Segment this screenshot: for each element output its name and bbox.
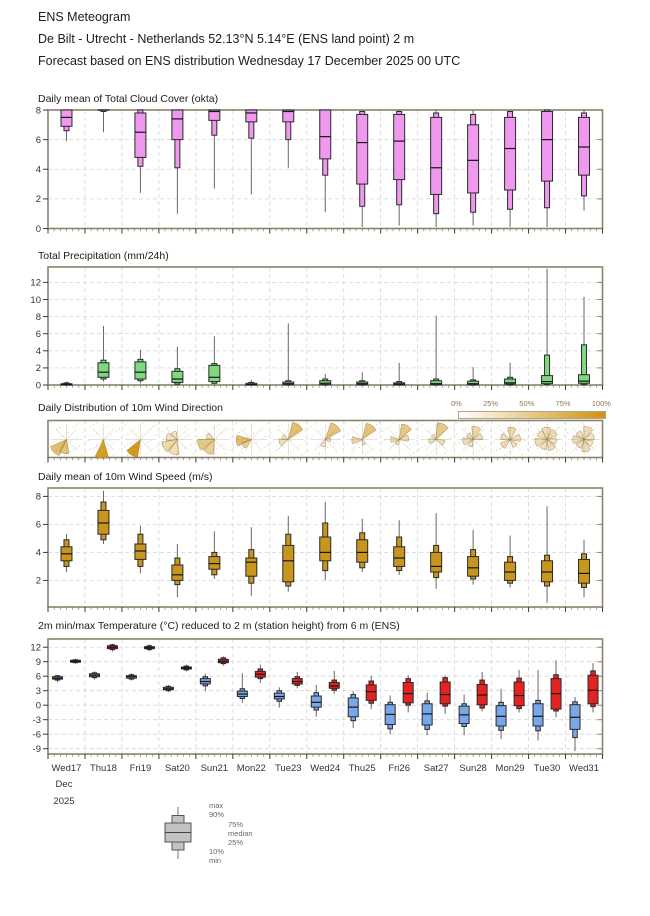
svg-text:4: 4 <box>35 346 41 358</box>
svg-text:Wed31: Wed31 <box>569 763 599 774</box>
svg-text:2: 2 <box>35 363 41 375</box>
svg-text:9: 9 <box>35 657 41 669</box>
svg-text:4: 4 <box>35 164 41 176</box>
legend-90-label: 90% <box>209 810 225 819</box>
svg-text:0: 0 <box>35 700 41 712</box>
wind-legend-100: 100% <box>591 399 611 408</box>
svg-text:8: 8 <box>35 105 41 117</box>
svg-text:-3: -3 <box>32 714 41 726</box>
svg-text:Thu25: Thu25 <box>348 763 376 774</box>
svg-text:0: 0 <box>35 223 41 235</box>
svg-text:-9: -9 <box>32 743 41 755</box>
wind-legend-75: 75% <box>555 399 571 408</box>
svg-text:8: 8 <box>35 491 41 503</box>
wind-legend-25: 25% <box>483 399 499 408</box>
svg-text:Mon29: Mon29 <box>495 763 525 774</box>
svg-text:Sat20: Sat20 <box>164 763 190 774</box>
station-line: De Bilt - Utrecht - Netherlands 52.13°N 5.14°E (ENS land point) 2 m <box>38 32 415 46</box>
legend-median-label: median <box>228 828 253 838</box>
svg-text:Sun21: Sun21 <box>200 763 229 774</box>
legend-10-label: 10% <box>209 846 225 856</box>
svg-text:-6: -6 <box>32 729 41 741</box>
svg-text:Wed17: Wed17 <box>51 763 82 774</box>
svg-text:Tue23: Tue23 <box>274 763 302 774</box>
svg-text:3: 3 <box>35 686 41 698</box>
legend-max-label: max <box>209 801 224 810</box>
svg-text:12: 12 <box>30 642 41 654</box>
svg-text:10: 10 <box>30 294 41 306</box>
svg-text:Sun28: Sun28 <box>459 763 487 774</box>
svg-text:Sat27: Sat27 <box>423 763 449 774</box>
svg-text:0: 0 <box>35 380 41 392</box>
svg-text:Tue30: Tue30 <box>533 763 561 774</box>
svg-text:6: 6 <box>35 328 41 340</box>
temperature-panel-title: 2m min/max Temperature (°C) reduced to 2 m (station height) from 6 m (ENS) <box>38 620 400 632</box>
year-label: 2025 <box>53 796 75 807</box>
svg-text:Fri26: Fri26 <box>388 763 411 774</box>
month-label: Dec <box>55 779 73 790</box>
cloud-panel-title: Daily mean of Total Cloud Cover (okta) <box>38 93 219 105</box>
svg-text:Thu18: Thu18 <box>89 763 117 774</box>
precip-panel-title: Total Precipitation (mm/24h) <box>38 250 169 262</box>
wind-speed-panel-title: Daily mean of 10m Wind Speed (m/s) <box>38 471 213 483</box>
forecast-line: Forecast based on ENS distribution Wednesday 17 December 2025 00 UTC <box>38 54 461 68</box>
wind-legend-50: 50% <box>519 399 535 408</box>
svg-text:6: 6 <box>35 134 41 146</box>
svg-text:2: 2 <box>35 194 41 206</box>
svg-text:6: 6 <box>35 519 41 531</box>
report-title: ENS Meteogram <box>38 10 131 24</box>
svg-text:6: 6 <box>35 671 41 683</box>
svg-text:2: 2 <box>35 575 41 587</box>
legend-25-label: 25% <box>228 837 244 847</box>
legend-min-label: min <box>209 855 222 865</box>
svg-text:Fri19: Fri19 <box>129 763 152 774</box>
svg-text:Wed24: Wed24 <box>310 763 341 774</box>
wind-dir-panel-title: Daily Distribution of 10m Wind Direction <box>38 402 223 414</box>
svg-text:12: 12 <box>30 277 41 289</box>
wind-legend-0: 0% <box>451 399 462 408</box>
svg-text:4: 4 <box>35 547 41 559</box>
svg-text:8: 8 <box>35 311 41 323</box>
legend-75-label: 75% <box>228 819 244 829</box>
svg-text:Mon22: Mon22 <box>236 763 266 774</box>
